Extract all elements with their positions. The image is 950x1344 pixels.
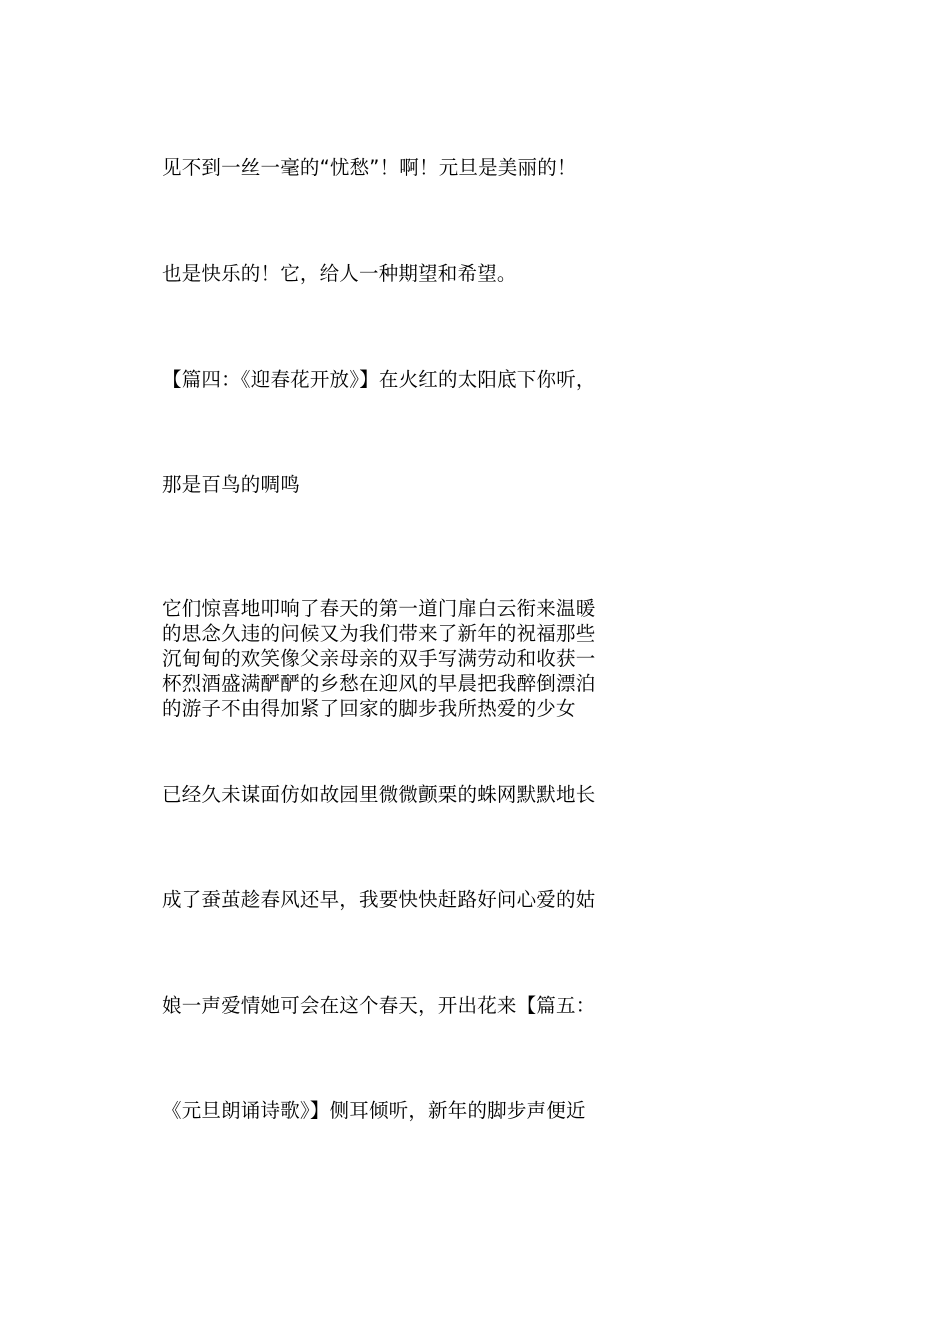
text-line-3: 【篇四：《迎春花开放》】在火红的太阳底下你听， [162,368,596,391]
text-line-7: 成了蚕茧趁春风还早，我要快快赶路好问心爱的姑 [162,888,596,911]
text-line-4: 那是百鸟的啁鸣 [162,473,300,496]
text-line-9: 《元旦朗诵诗歌》】侧耳倾听，新年的脚步声便近 [162,1099,586,1122]
text-block-line-5: 的游子不由得加紧了回家的脚步我所热爱的少女 [162,697,576,720]
text-block-line-2: 的思念久违的问候又为我们带来了新年的祝福那些 [162,622,596,645]
text-line-2: 也是快乐的！它，给人一种期望和希望。 [162,262,517,285]
text-line-1: 见不到一丝一毫的“忧愁”！啊！元旦是美丽的！ [162,156,577,179]
text-paragraph-block [162,596,595,721]
text-line-6: 已经久未谋面仿如故园里微微颤栗的蛛网默默地长 [162,783,596,806]
text-block-line-1: 它们惊喜地叩响了春天的第一道门扉白云衔来温暖 [162,597,596,620]
text-line-8: 娘一声爱情她可会在这个春天，开出花来【篇五： [162,994,596,1017]
text-block-line-3: 沉甸甸的欢笑像父亲母亲的双手写满劳动和收获一 [162,647,596,670]
text-block-line-4: 杯烈酒盛满酽酽的乡愁在迎风的早晨把我醉倒漂泊 [162,672,596,695]
